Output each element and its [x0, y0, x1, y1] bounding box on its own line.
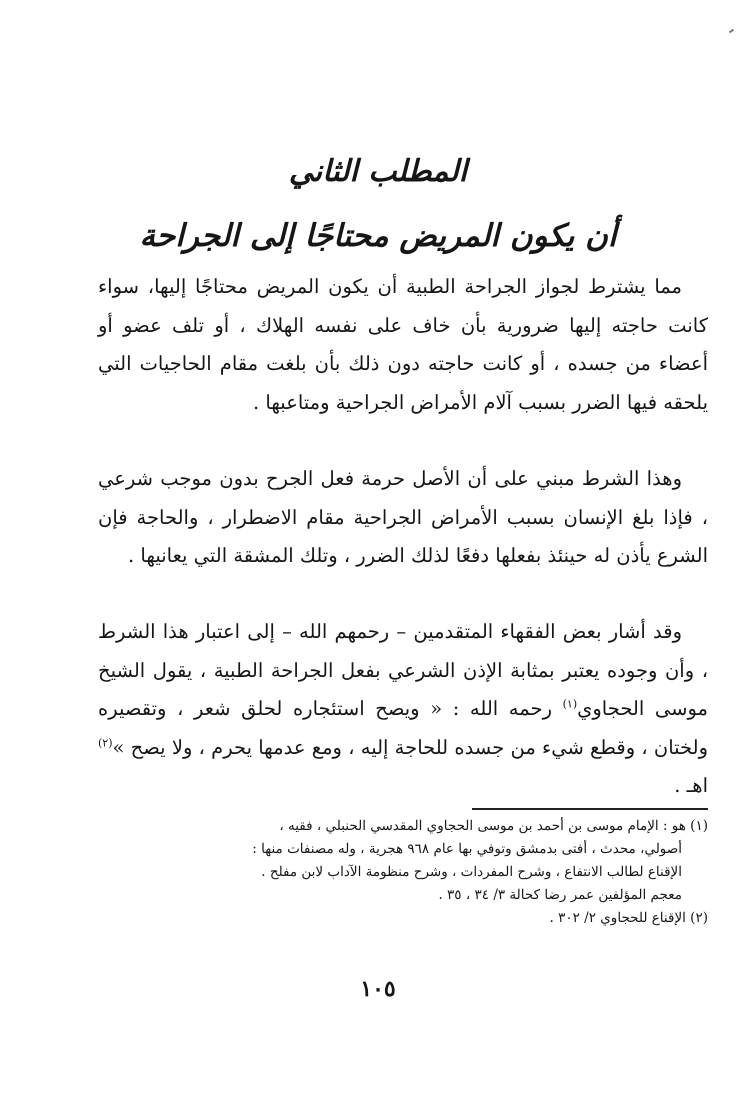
footnote-1-line-2: أصولي، محدث ، أفتى بدمشق وتوفي بها عام ٩٦٨ هجرية ، وله مصنفات منها :: [252, 841, 682, 857]
footnote-ref-2: (٢): [98, 736, 113, 749]
scan-speck: [729, 29, 734, 34]
section-heading: المطلب الثاني: [288, 154, 468, 189]
paragraph-3-text-b: رحمه الله : « ويصح استئجاره لحلق شعر ، وتقصيره ولختان ، وقطع شيء من جسده للحاجة إليه ، ومع عدمها يحرم ، ولا يصح »: [98, 697, 708, 759]
paragraph-2-text: وهذا الشرط مبني على أن الأصل حرمة فعل الجرح بدون موجب شرعي ، فإذا بلغ الإنسان بسبب الأمراض الجراحية مقام الاضطرار ، والحاجة فإن الشرع يأذن له حينئذ بفعلها دفعًا لذلك الضرر ، وتلك المشقة التي يعانيها .: [98, 467, 708, 567]
section-title: أن يكون المريض محتاجًا إلى الجراحة: [139, 218, 617, 254]
paragraph-3-text-c: اهـ .: [674, 774, 708, 797]
paragraph-1: [98, 268, 708, 422]
paragraph-3-text-a: وقد أشار بعض الفقهاء المتقدمين – رحمهم الله – إلى اعتبار هذا الشرط ، وأن وجوده يعتبر بمثابة الإذن الشرعي بفعل الجراحة الطبية ، يقول الشيخ موسى الحجاوي: [98, 620, 708, 720]
footnote-1-line-1: (١) هو : الإمام موسى بن أحمد بن موسى الحجاوي المقدسي الحنبلي ، فقيه ،: [279, 818, 708, 834]
footnote-2-line-1: (٢) الإقناع للحجاوي ٢/ ٣٠٢ .: [549, 910, 708, 926]
footnote-1-line-4: معجم المؤلفين عمر رضا كحالة ٣/ ٣٤ ، ٣٥ .: [438, 887, 682, 903]
page-number: ١٠٥: [360, 976, 396, 1002]
footnotes: [98, 815, 708, 930]
paragraph-2: [98, 460, 708, 576]
footnote-ref-1: (١): [562, 697, 578, 711]
footnote-separator: [472, 808, 708, 810]
paragraph-1-text: مما يشترط لجواز الجراحة الطبية أن يكون المريض محتاجًا إليها، سواء كانت حاجته إليها ضرورية بأن خاف على نفسه الهلاك ، أو تلف عضو أو أعضاء من جسده ، أو كانت حاجته دون ذلك بأن بلغت مقام الحاجيات التي يلحقه فيها الضرر بسبب آلام الأمراض الجراحية ومتاعبها .: [98, 275, 708, 414]
paragraph-3: [98, 613, 708, 806]
footnote-1-line-3: الإقناع لطالب الانتفاع ، وشرح المفردات ، وشرح منظومة الآداب لابن مفلح .: [261, 864, 682, 880]
